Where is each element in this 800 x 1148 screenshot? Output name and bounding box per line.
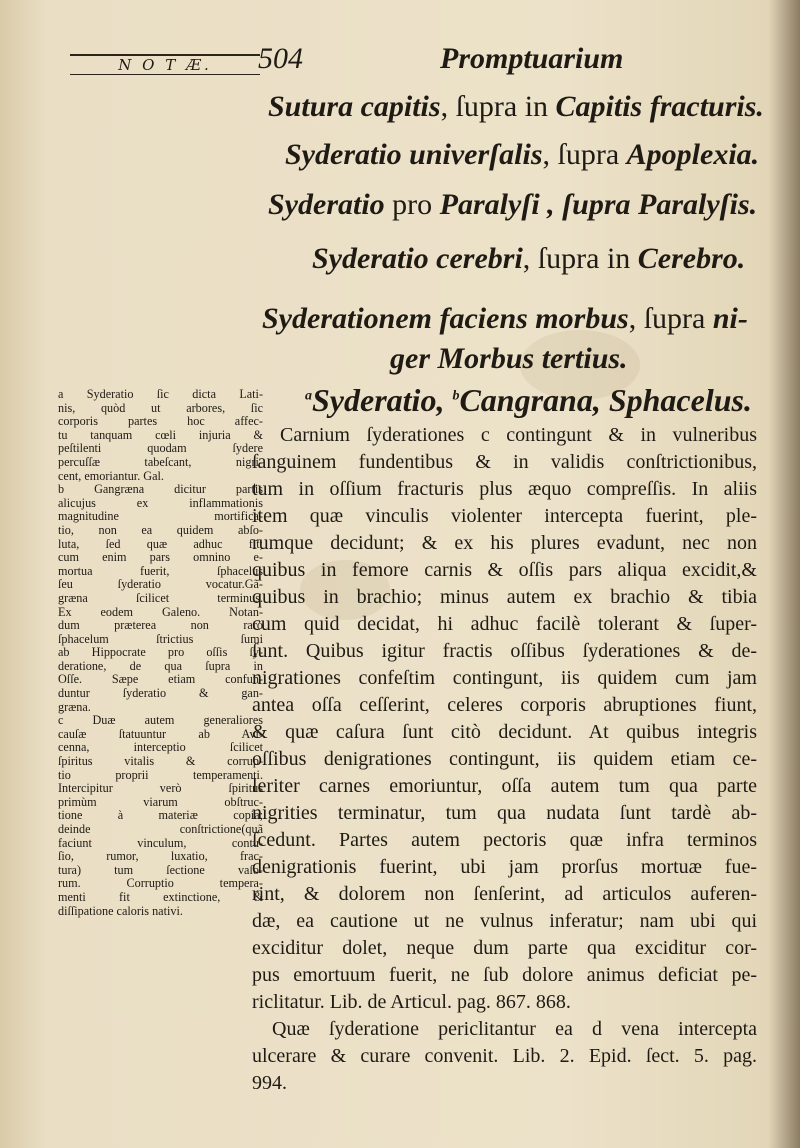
note-line: deinde conſtrictione(quã bbox=[58, 823, 263, 836]
entry-destination: Cerebro. bbox=[637, 242, 746, 275]
text-line: quibus in brachio; minus autem ex brachio & tibia bbox=[252, 586, 757, 608]
note-line: peſtilenti quodam ſydere bbox=[58, 442, 263, 456]
note-line: menti fit extinctione, & bbox=[58, 890, 263, 904]
running-header bbox=[0, 40, 800, 90]
entry-ref: , ſupra in bbox=[522, 242, 638, 275]
note-line: ſpiritus vitalis & corrup- bbox=[58, 755, 263, 769]
text-line: ſcedunt. Partes autem pectoris quæ infra terminos bbox=[252, 829, 757, 851]
note-line: Ex eodem Galeno. Notan- bbox=[58, 605, 263, 619]
index-entry bbox=[268, 188, 757, 222]
entry-term: Sutura capitis bbox=[268, 90, 441, 123]
index-entry bbox=[262, 302, 748, 336]
note-line: nis, quòd ut arbores, ſic bbox=[58, 401, 263, 415]
entry-ref: , ſupra bbox=[628, 302, 713, 335]
entry-term: Syderatio univerſalis bbox=[285, 138, 543, 171]
entry-term: Syderatio cerebri bbox=[312, 242, 523, 275]
text-line: 994. bbox=[252, 1072, 287, 1094]
headword-term: Syderatio, bbox=[312, 382, 453, 418]
note-line: rum. Corruptio tempera- bbox=[58, 877, 263, 891]
note-line: mortua fuerit, ſphacelus bbox=[58, 564, 263, 578]
text-line: oſſibus denigrationes contingunt, iis quidem etiam ce- bbox=[252, 748, 757, 770]
note-line: græna. bbox=[58, 700, 91, 714]
page-number: 504 bbox=[258, 42, 303, 75]
entry-term: Syderationem faciens morbus bbox=[262, 302, 629, 335]
text-line: quibus in femore carnis & oſſis pars aliqua excidit,& bbox=[252, 559, 757, 581]
note-line: a Syderatio ſic dicta Lati- bbox=[58, 388, 263, 401]
text-line: tum in oſſium fracturis plus æquo compreſſis. In aliis bbox=[252, 478, 757, 500]
note-line: tu tanquam cœli injuria & bbox=[58, 428, 263, 442]
text-line: ſanguinem fundentibus & in validis conſtrictionibus, bbox=[252, 451, 757, 473]
headword bbox=[305, 382, 752, 419]
text-line: riclitatur. Lib. de Articul. pag. 867. 868. bbox=[252, 991, 571, 1013]
note-line: græna ſcilicet terminus. bbox=[58, 591, 263, 605]
note-line: alicujus ex inflammationis bbox=[58, 496, 263, 510]
text-line: rumque decidunt; & ex his plures evadunt, nec non bbox=[252, 532, 757, 554]
text-line: item quæ vinculis violenter intercepta fuerint, ple- bbox=[252, 505, 757, 527]
text-line: rint, & dolorem non ſenſerint, ad articulos auferen- bbox=[252, 883, 757, 905]
note-line: ſphacelum ſtrictius ſumi bbox=[58, 632, 263, 646]
note-line: cenna, interceptio ſcilicet bbox=[58, 741, 263, 755]
entry-ref: , ſupra bbox=[542, 138, 627, 171]
note-line: tio, non ea quidem abſo- bbox=[58, 523, 263, 537]
headword-synonyms: Cangrana, Sphacelus. bbox=[459, 382, 752, 418]
note-line: c Duæ autem generaliores bbox=[58, 714, 263, 728]
text-line: antea oſſa ceſſerint, celeres corporis abruptiones fiunt, bbox=[252, 694, 757, 716]
note-line: cauſæ ſtatuuntur ab Avi- bbox=[58, 727, 263, 741]
note-line: Oſſe. Sæpe etiam confun- bbox=[58, 673, 263, 687]
text-line: Carnium ſyderationes c contingunt & in vulneribus bbox=[280, 424, 757, 446]
note-line: Intercipitur verò ſpiritus bbox=[58, 782, 263, 796]
entry-term: Syderatio bbox=[268, 188, 385, 221]
text-line: & quæ caſura ſunt citò decidunt. At quibus integris bbox=[252, 721, 757, 743]
entry-destination: ni- bbox=[712, 302, 748, 335]
note-line: ſio, rumor, luxatio, frac- bbox=[58, 850, 263, 864]
note-line: tio proprii temperamenti. bbox=[58, 768, 263, 782]
note-line: ſeu ſyderatio vocatur.Gã- bbox=[58, 578, 263, 592]
running-title: Promptuarium bbox=[440, 42, 624, 75]
note-line: deratione, de qua ſupra in bbox=[58, 659, 263, 673]
note-line: percuſſæ tabeſcant, nigri- bbox=[58, 455, 263, 469]
note-line: cum enim pars omnino e- bbox=[58, 551, 263, 565]
note-line: primùm viarum obſtruc- bbox=[58, 795, 263, 809]
entry-ref: pro bbox=[384, 188, 440, 221]
section-label: N O T Æ. bbox=[70, 54, 260, 75]
margin-notes bbox=[58, 388, 263, 918]
index-entry bbox=[312, 242, 745, 276]
note-line: magnitudine mortifica- bbox=[58, 510, 263, 524]
text-line: ulcerare & curare convenit. Lib. 2. Epid. ſect. 5. pag. bbox=[252, 1045, 757, 1067]
note-marker: b bbox=[452, 388, 460, 404]
text-line: dæ, ea cautione ut ne vulnus inferatur; nam ubi qui bbox=[252, 910, 757, 932]
entry-destination: ger Morbus tertius. bbox=[390, 342, 628, 375]
text-line: pus emortuum fuerit, ne ſub dolore animus deficiat pe- bbox=[252, 964, 757, 986]
text-line: denigrationis fuerint, ubi jam prorſus mortuæ fue- bbox=[252, 856, 757, 878]
main-text bbox=[252, 422, 757, 1097]
note-line: b Gangræna dicitur partis bbox=[58, 483, 263, 497]
note-line: tura) tum ſectione vaſo- bbox=[58, 863, 263, 877]
text-line: nigrities terminatur, tum qua nudata ſunt tardè ab- bbox=[252, 802, 757, 824]
index-entry bbox=[285, 138, 759, 172]
note-line: corporis partes hoc affec- bbox=[58, 415, 263, 429]
entry-destination: Apoplexia. bbox=[626, 138, 760, 171]
text-line: Quæ ſyderatione periclitantur ea d vena intercepta bbox=[272, 1018, 757, 1040]
note-line: luta, ſed quæ adhuc fit; bbox=[58, 537, 263, 551]
note-marker: a bbox=[305, 388, 312, 404]
text-line: exciditur dolet, neque dum parte qua exciditur cor- bbox=[252, 937, 757, 959]
note-line: duntur ſyderatio & gan- bbox=[58, 687, 263, 701]
text-line: leriter carnes emoriuntur, oſſa autem tum qua parte bbox=[252, 775, 757, 797]
index-entry bbox=[390, 342, 628, 376]
note-line: faciunt vinculum, contu- bbox=[58, 836, 263, 850]
note-line: dum præterea non rarò bbox=[58, 619, 263, 633]
index-entry bbox=[268, 90, 764, 124]
note-line: diſſipatione caloris nativi. bbox=[58, 904, 183, 918]
text-line: nigrationes confeſtim contingunt, iis quidem cum jam bbox=[252, 667, 757, 689]
entry-destination: Capitis fracturis. bbox=[555, 90, 764, 123]
note-line: ab Hippocrate pro oſſis ſy- bbox=[58, 646, 263, 660]
text-line: ſunt. Quibus igitur fractis oſſibus ſyderationes & de- bbox=[252, 640, 757, 662]
entry-destination: Paralyſi , ſupra Paralyſis. bbox=[439, 188, 758, 221]
entry-ref: , ſupra in bbox=[440, 90, 556, 123]
note-line: cent, emoriantur. Gal. bbox=[58, 469, 164, 483]
note-line: tione à materiæ copia; bbox=[58, 809, 263, 823]
text-line: cum quid decidat, hi adhuc facilè tolerant & ſuper- bbox=[252, 613, 757, 635]
